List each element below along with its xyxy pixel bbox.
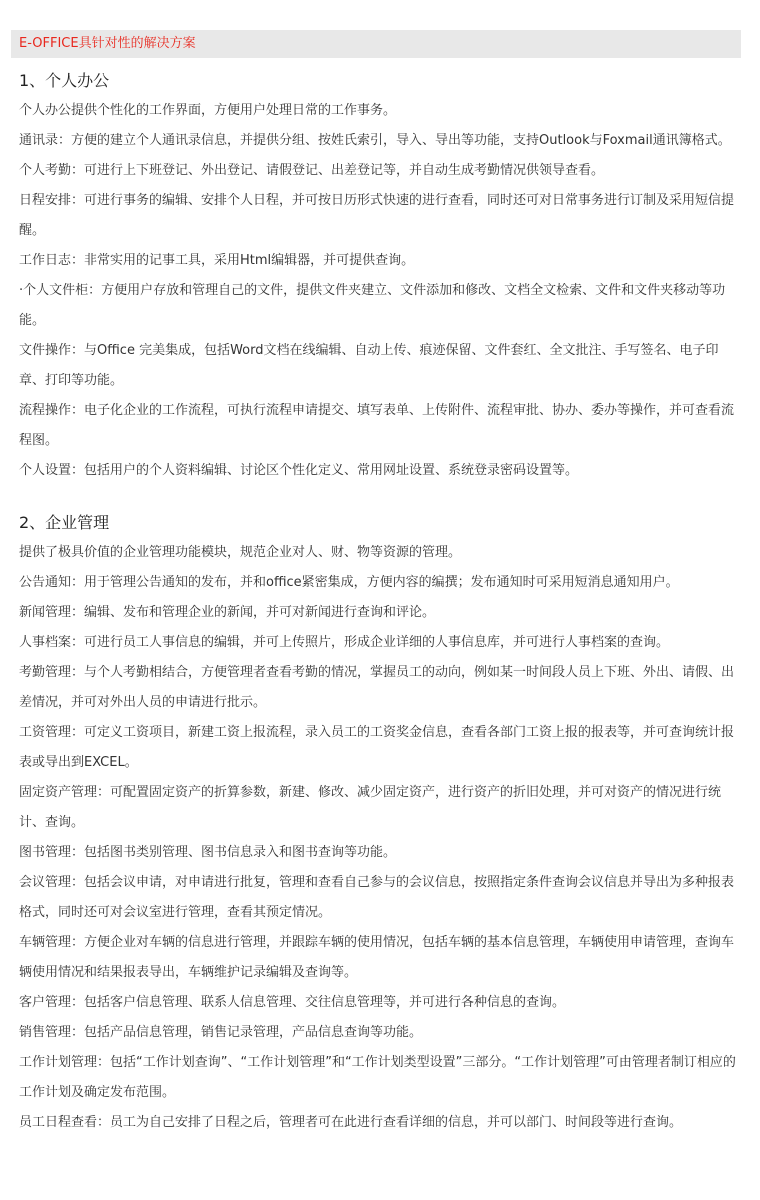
paragraph: 工作日志：非常实用的记事工具，采用Html编辑器，并可提供查询。 (19, 253, 415, 268)
paragraph: 通讯录：方便的建立个人通讯录信息，并提供分组、按姓氏索引，导入、导出等功能，支持Outlook与Foxmail通讯簿格式。 (19, 133, 731, 148)
paragraph: 会议管理：包括会议申请，对申请进行批复，管理和查看自己参与的会议信息，按照指定条件查询会议信息并导出为多种报表格式，同时还可对会议室进行管理，查看其预定情况。 (19, 875, 735, 920)
paragraph: 车辆管理：方便企业对车辆的信息进行管理，并跟踪车辆的使用情况，包括车辆的基本信息管理，车辆使用申请管理，查询车辆使用情况和结果报表导出，车辆维护记录编辑及查询等。 (19, 935, 735, 980)
paragraph: 固定资产管理：可配置固定资产的折算参数，新建、修改、减少固定资产，进行资产的折旧处理，并可对资产的情况进行统计、查询。 (19, 785, 722, 830)
paragraph: 员工日程查看：员工为自己安排了日程之后，管理者可在此进行查看详细的信息，并可以部门、时间段等进行查询。 (19, 1115, 683, 1130)
page-title: E-OFFICE具针对性的解决方案 (11, 30, 741, 58)
section-personal-office (19, 66, 739, 486)
paragraph: 日程安排：可进行事务的编辑、安排个人日程，并可按日历形式快速的进行查看，同时还可对日常事务进行订制及采用短信提醒。 (19, 193, 735, 238)
paragraph: 个人设置：包括用户的个人资料编辑、讨论区个性化定义、常用网址设置、系统登录密码设置等。 (19, 463, 579, 478)
paragraph: 个人考勤：可进行上下班登记、外出登记、请假登记、出差登记等，并自动生成考勤情况供领导查看。 (19, 163, 605, 178)
paragraph: 公告通知：用于管理公告通知的发布，并和office紧密集成，方便内容的编撰；发布通知时可采用短消息通知用户。 (19, 575, 679, 590)
section-enterprise-management (19, 508, 739, 1138)
paragraph: 人事档案：可进行员工人事信息的编辑，并可上传照片，形成企业详细的人事信息库，并可进行人事档案的查询。 (19, 635, 670, 650)
section-heading: 1、个人办公 (19, 71, 110, 90)
paragraph: 流程操作：电子化企业的工作流程，可执行流程申请提交、填写表单、上传附件、流程审批、协办、委办等操作，并可查看流程图。 (19, 403, 735, 448)
paragraph: 销售管理：包括产品信息管理，销售记录管理，产品信息查询等功能。 (19, 1025, 423, 1040)
section-heading: 2、企业管理 (19, 513, 110, 532)
paragraph: 个人办公提供个性化的工作界面，方便用户处理日常的工作事务。 (19, 103, 397, 118)
paragraph: 工资管理：可定义工资项目，新建工资上报流程，录入员工的工资奖金信息，查看各部门工资上报的报表等，并可查询统计报表或导出到EXCEL。 (19, 725, 735, 770)
paragraph: 文件操作：与Office 完美集成，包括Word文档在线编辑、自动上传、痕迹保留、文件套红、全文批注、手写签名、电子印章、打印等功能。 (19, 343, 719, 388)
paragraph: ·个人文件柜：方便用户存放和管理自己的文件，提供文件夹建立、文件添加和修改、文档全文检索、文件和文件夹移动等功能。 (19, 283, 726, 328)
document-body (19, 66, 739, 1138)
paragraph: 客户管理：包括客户信息管理、联系人信息管理、交往信息管理等，并可进行各种信息的查询。 (19, 995, 566, 1010)
paragraph: 考勤管理：与个人考勤相结合，方便管理者查看考勤的情况，掌握员工的动向，例如某一时间段人员上下班、外出、请假、出差情况，并可对外出人员的申请进行批示。 (19, 665, 735, 710)
paragraph: 工作计划管理：包括“工作计划查询”、“工作计划管理”和“工作计划类型设置”三部分。“工作计划管理”可由管理者制订相应的工作计划及确定发布范围。 (19, 1055, 736, 1100)
paragraph: 新闻管理：编辑、发布和管理企业的新闻，并可对新闻进行查询和评论。 (19, 605, 436, 620)
paragraph: 图书管理：包括图书类别管理、图书信息录入和图书查询等功能。 (19, 845, 397, 860)
paragraph: 提供了极具价值的企业管理功能模块，规范企业对人、财、物等资源的管理。 (19, 545, 462, 560)
